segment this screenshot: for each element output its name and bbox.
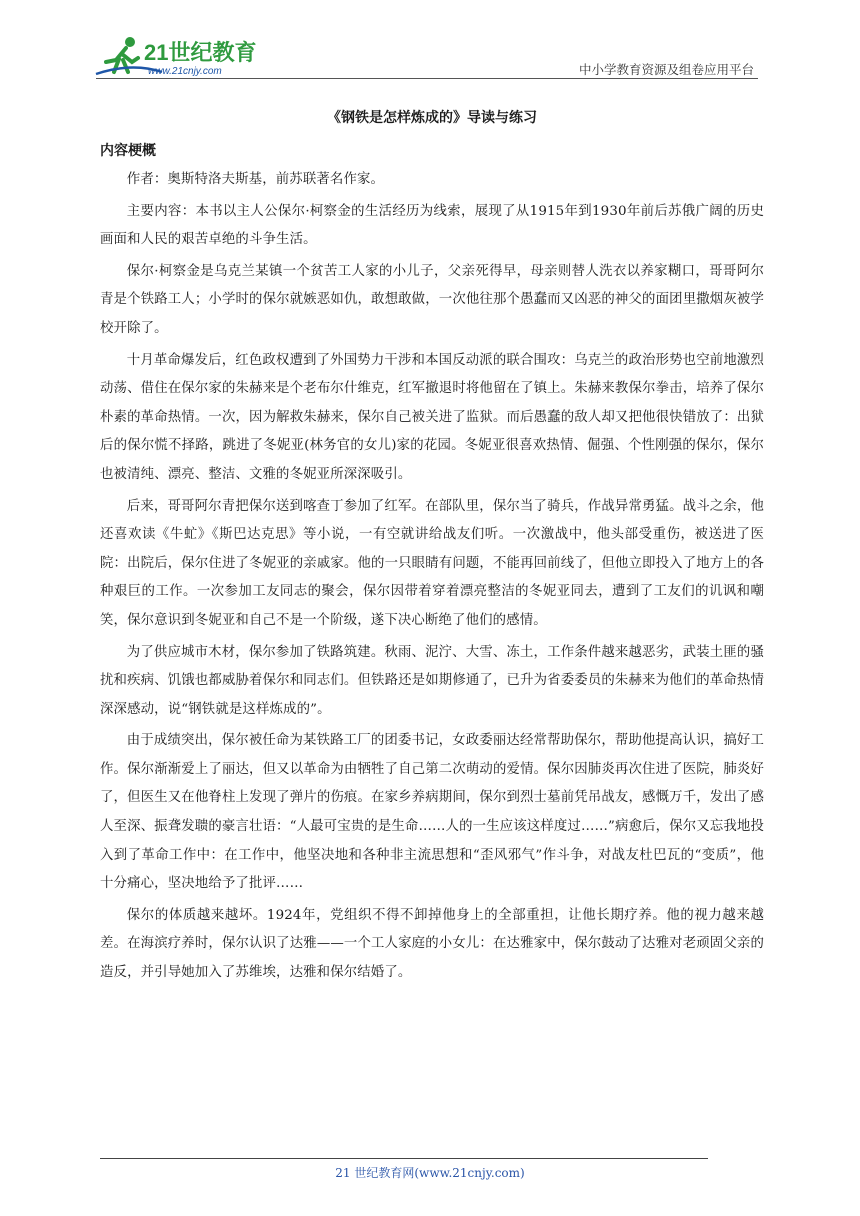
header-divider (96, 78, 758, 79)
logo-url: www.21cnjy.com (148, 66, 222, 77)
site-logo (92, 32, 262, 80)
document-title: 《钢铁是怎样炼成的》导读与练习 (327, 110, 537, 126)
paragraph: 作者：奥斯特洛夫斯基，前苏联著名作家。 (126, 172, 385, 187)
platform-name: 中小学教育资源及组卷应用平台 (578, 62, 754, 77)
document-body (100, 100, 764, 988)
footer-link[interactable]: 21 世纪教育网(www.21cnjy.com) (335, 1166, 525, 1180)
paragraph: 主要内容：本书以主人公保尔·柯察金的生活经历为线索，展现了从1915年到1930年前后苏俄广阔的历史画面和人民的艰苦卓绝的斗争生活。 (100, 203, 764, 248)
paragraph: 由于成绩突出，保尔被任命为某铁路工厂的团委书记，女政委丽达经常帮助保尔，帮助他提高认识，搞好工作。保尔渐渐爱上了丽达，但又以革命为由牺牲了自己第二次萌动的爱情。保尔因肺炎再次住进了医院，肺炎好了，但医生又在他脊柱上发现了弹片的伤痕。在家乡养病期间，保尔到烈士墓前凭吊战友，感慨万千，发出了感人至深、振聋发聩的豪言壮语：“人最可宝贵的是生命……人的一生应该这样度过……”病愈后，保尔又忘我地投入到了革命工作中：在工作中，他坚决地和各种非主流思想和“歪风邪气”作斗争，对战友杜巴瓦的“变质”，他十分痛心，坚决地给予了批评…… (100, 733, 764, 892)
paragraph: 为了供应城市木材，保尔参加了铁路筑建。秋雨、泥泞、大雪、冻土，工作条件越来越恶劣，武装土匪的骚扰和疾病、饥饿也都威胁着保尔和同志们。但铁路还是如期修通了，已升为省委委员的朱赫来为他们的革命热情深深感动，说“钢铁就是这样炼成的”。 (100, 644, 764, 717)
paragraph: 保尔的体质越来越坏。1924年，党组织不得不卸掉他身上的全部重担，让他长期疗养。他的视力越来越差。在海滨疗养时，保尔认识了达雅——一个工人家庭的小女儿：在达雅家中，保尔鼓动了达雅对老顽固父亲的造反，并引导她加入了苏维埃，达雅和保尔结婚了。 (100, 907, 764, 981)
section-heading: 内容梗概 (100, 143, 156, 159)
paragraph: 十月革命爆发后，红色政权遭到了外国势力干涉和本国反动派的联合围攻：乌克兰的政治形势也空前地激烈动荡、借住在保尔家的朱赫来是个老布尔什维克，红军撤退时将他留在了镇上。朱赫来教保尔拳击，培养了保尔朴素的革命热情。一次，因为解救朱赫来，保尔自己被关进了监狱。而后愚蠢的敌人却又把他很快错放了：出狱后的保尔慌不择路，跳进了冬妮亚(林务官的女儿)家的花园。冬妮亚很喜欢热情、倔强、个性刚强的保尔，保尔也被清纯、漂亮、整洁、文雅的冬妮亚所深深吸引。 (100, 352, 764, 482)
paragraph: 保尔·柯察金是乌克兰某镇一个贫苦工人家的小儿子，父亲死得早，母亲则替人洗衣以养家糊口，哥哥阿尔青是个铁路工人；小学时的保尔就嫉恶如仇，敢想敢做，一次他往那个愚蠢而又凶恶的神父的面团里撒烟灰被学校开除了。 (100, 263, 764, 336)
footer-divider (100, 1158, 708, 1159)
page-header (0, 0, 860, 90)
logo-text: 21世纪教育 (144, 40, 257, 65)
paragraph: 后来，哥哥阿尔青把保尔送到喀查丁参加了红军。在部队里，保尔当了骑兵，作战异常勇猛。战斗之余，他还喜欢读《牛虻》《斯巴达克思》等小说，一有空就讲给战友们听。一次激战中，他头部受重伤，被送进了医院：出院后，保尔住进了冬妮亚的亲戚家。他的一只眼睛有问题，不能再回前线了，但他立即投入了地方上的各种艰巨的工作。一次参加工友同志的聚会，保尔因带着穿着漂亮整洁的冬妮亚同去，遭到了工友们的讥讽和嘲笑，保尔意识到冬妮亚和自己不是一个阶级，遂下决心断绝了他们的感情。 (100, 498, 764, 628)
